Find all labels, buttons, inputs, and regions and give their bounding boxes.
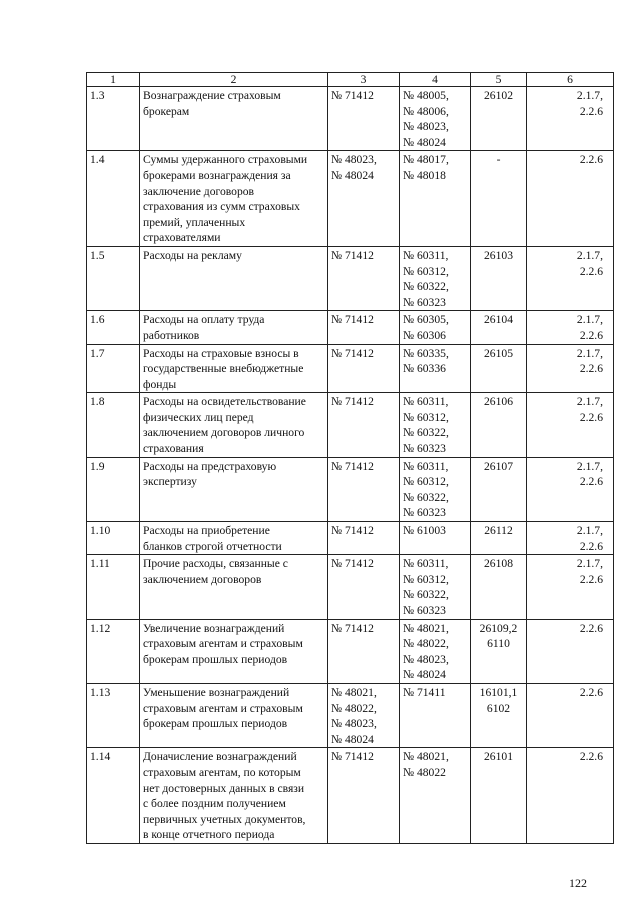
credit-account-cell: № 71411 xyxy=(400,683,471,747)
code-cell: 26107 xyxy=(471,457,527,521)
section-reference-cell: 2.1.7, 2.2.6 xyxy=(527,555,614,619)
row-number-cell: 1.13 xyxy=(87,683,140,747)
section-reference-cell: 2.2.6 xyxy=(527,748,614,844)
row-number-cell: 1.14 xyxy=(87,748,140,844)
debit-account-cell: № 71412 xyxy=(328,748,400,844)
debit-account-cell: № 71412 xyxy=(328,393,400,457)
section-reference-cell: 2.2.6 xyxy=(527,151,614,247)
debit-account-cell: № 71412 xyxy=(328,457,400,521)
debit-account-cell: № 71412 xyxy=(328,555,400,619)
code-cell: 26104 xyxy=(471,311,527,344)
section-reference-cell: 2.1.7, 2.2.6 xyxy=(527,246,614,310)
description-cell: Прочие расходы, связанные с заключением договоров xyxy=(140,555,328,619)
description-cell: Расходы на страховые взносы в государственные внебюджетные фонды xyxy=(140,344,328,393)
code-cell: 26101 xyxy=(471,748,527,844)
table-row xyxy=(87,522,614,555)
code-cell: 26108 xyxy=(471,555,527,619)
description-cell: Уменьшение вознаграждений страховым агентам и страховым брокерам прошлых периодов xyxy=(140,683,328,747)
header-cell: 2 xyxy=(140,73,328,87)
credit-account-cell: № 48005, № 48006, № 48023, № 48024 xyxy=(400,87,471,151)
table-row xyxy=(87,748,614,844)
header-cell: 4 xyxy=(400,73,471,87)
credit-account-cell: № 61003 xyxy=(400,522,471,555)
row-number-cell: 1.6 xyxy=(87,311,140,344)
table-row xyxy=(87,151,614,247)
description-cell: Расходы на предстраховую экспертизу xyxy=(140,457,328,521)
table-row xyxy=(87,393,614,457)
credit-account-cell: № 60305, № 60306 xyxy=(400,311,471,344)
header-cell: 1 xyxy=(87,73,140,87)
section-reference-cell: 2.1.7, 2.2.6 xyxy=(527,393,614,457)
header-cell: 5 xyxy=(471,73,527,87)
table-row xyxy=(87,457,614,521)
debit-account-cell: № 71412 xyxy=(328,311,400,344)
credit-account-cell: № 60335, № 60336 xyxy=(400,344,471,393)
section-reference-cell: 2.1.7, 2.2.6 xyxy=(527,344,614,393)
row-number-cell: 1.12 xyxy=(87,619,140,683)
code-cell: 26105 xyxy=(471,344,527,393)
credit-account-cell: № 60311, № 60312, № 60322, № 60323 xyxy=(400,555,471,619)
section-reference-cell: 2.2.6 xyxy=(527,619,614,683)
debit-account-cell: № 71412 xyxy=(328,619,400,683)
header-cell: 6 xyxy=(527,73,614,87)
debit-account-cell: № 48021, № 48022, № 48023, № 48024 xyxy=(328,683,400,747)
row-number-cell: 1.10 xyxy=(87,522,140,555)
code-cell: 26106 xyxy=(471,393,527,457)
credit-account-cell: № 48021, № 48022, № 48023, № 48024 xyxy=(400,619,471,683)
description-cell: Вознаграждение страховым брокерам xyxy=(140,87,328,151)
table-row xyxy=(87,344,614,393)
row-number-cell: 1.9 xyxy=(87,457,140,521)
debit-account-cell: № 71412 xyxy=(328,87,400,151)
accounting-table xyxy=(86,72,614,844)
code-cell: - xyxy=(471,151,527,247)
table-header-row xyxy=(87,73,614,87)
description-cell: Расходы на приобретение бланков строгой отчетности xyxy=(140,522,328,555)
debit-account-cell: № 71412 xyxy=(328,246,400,310)
description-cell: Суммы удержанного страховыми брокерами вознаграждения за заключение договоров страхования из сумм страховых премий, уплаченных страхователями xyxy=(140,151,328,247)
section-reference-cell: 2.1.7, 2.2.6 xyxy=(527,522,614,555)
code-cell: 16101,1 6102 xyxy=(471,683,527,747)
table-row xyxy=(87,555,614,619)
description-cell: Расходы на освидетельствование физических лиц перед заключением договоров личного страхования xyxy=(140,393,328,457)
row-number-cell: 1.11 xyxy=(87,555,140,619)
header-cell: 3 xyxy=(328,73,400,87)
row-number-cell: 1.4 xyxy=(87,151,140,247)
code-cell: 26112 xyxy=(471,522,527,555)
description-cell: Увеличение вознаграждений страховым агентам и страховым брокерам прошлых периодов xyxy=(140,619,328,683)
row-number-cell: 1.7 xyxy=(87,344,140,393)
table-row xyxy=(87,683,614,747)
table-row xyxy=(87,87,614,151)
debit-account-cell: № 71412 xyxy=(328,522,400,555)
code-cell: 26109,2 6110 xyxy=(471,619,527,683)
credit-account-cell: № 60311, № 60312, № 60322, № 60323 xyxy=(400,246,471,310)
description-cell: Доначисление вознаграждений страховым агентам, по которым нет достоверных данных в связи с более поздним получением первичных учетных документов, в конце отчетного периода xyxy=(140,748,328,844)
section-reference-cell: 2.1.7, 2.2.6 xyxy=(527,87,614,151)
description-cell: Расходы на оплату труда работников xyxy=(140,311,328,344)
credit-account-cell: № 60311, № 60312, № 60322, № 60323 xyxy=(400,393,471,457)
page-number: 122 xyxy=(569,876,587,890)
table-row xyxy=(87,311,614,344)
code-cell: 26103 xyxy=(471,246,527,310)
section-reference-cell: 2.1.7, 2.2.6 xyxy=(527,457,614,521)
table-row xyxy=(87,246,614,310)
section-reference-cell: 2.2.6 xyxy=(527,683,614,747)
credit-account-cell: № 48021, № 48022 xyxy=(400,748,471,844)
debit-account-cell: № 71412 xyxy=(328,344,400,393)
row-number-cell: 1.5 xyxy=(87,246,140,310)
row-number-cell: 1.3 xyxy=(87,87,140,151)
table-row xyxy=(87,619,614,683)
section-reference-cell: 2.1.7, 2.2.6 xyxy=(527,311,614,344)
description-cell: Расходы на рекламу xyxy=(140,246,328,310)
debit-account-cell: № 48023, № 48024 xyxy=(328,151,400,247)
credit-account-cell: № 60311, № 60312, № 60322, № 60323 xyxy=(400,457,471,521)
row-number-cell: 1.8 xyxy=(87,393,140,457)
code-cell: 26102 xyxy=(471,87,527,151)
credit-account-cell: № 48017, № 48018 xyxy=(400,151,471,247)
